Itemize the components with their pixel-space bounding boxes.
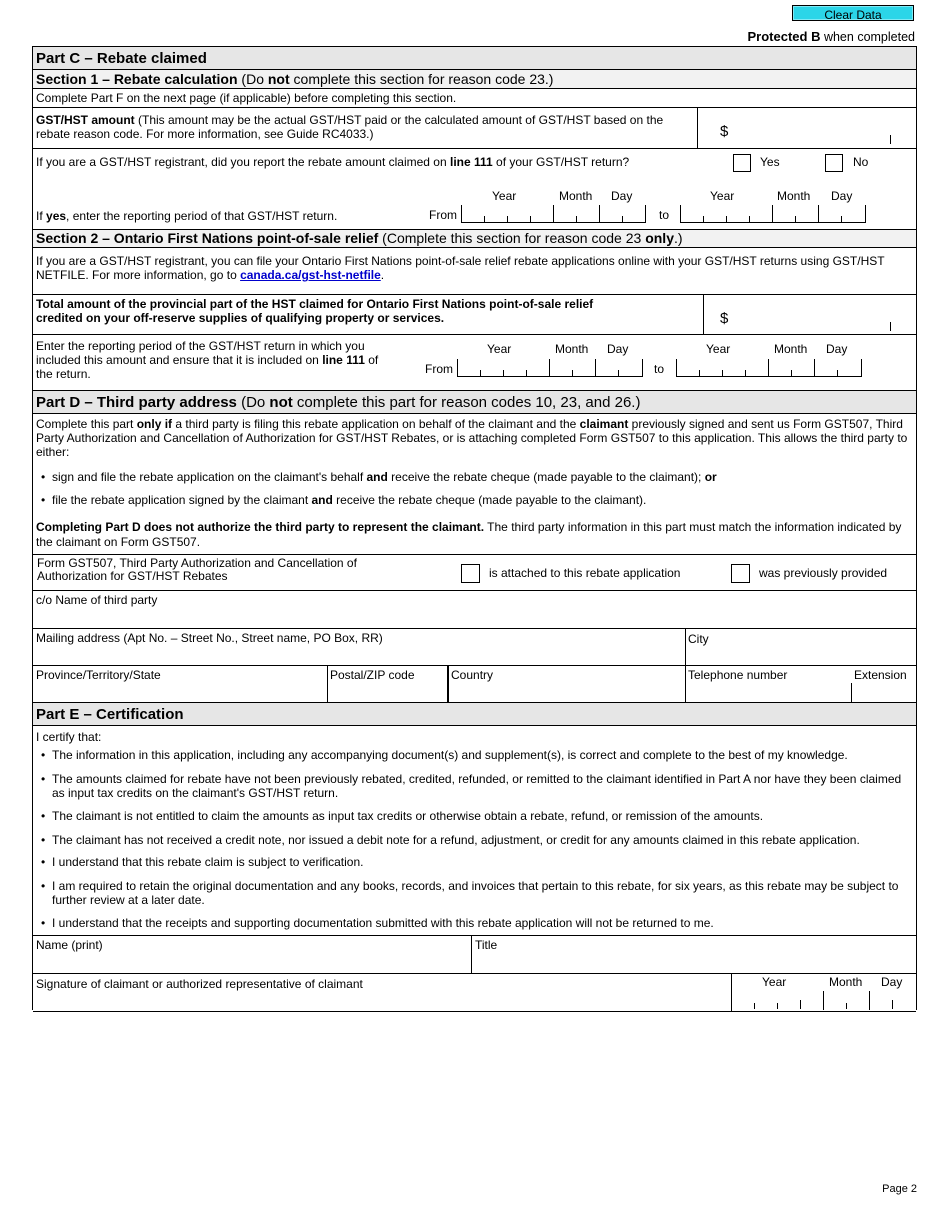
attached-label: is attached to this rebate application [489, 566, 681, 580]
certification-item: • I understand that this rebate claim is subject to verification. [41, 855, 912, 869]
page-number: Page 2 [882, 1183, 917, 1195]
telephone-label: Telephone number [688, 668, 788, 682]
name-print-input[interactable] [35, 952, 469, 972]
postal-code-label: Postal/ZIP code [330, 668, 415, 682]
netfile-info: If you are a GST/HST registrant, you can file your Ontario First Nations point-of-sale relief rebate applications online with your GST/HST returns using GST/HST NETFILE. For more information, go to canada.ca/gst-hst-netfile. [36, 254, 885, 282]
year-label: Year [492, 189, 517, 203]
day-label: Day [831, 189, 853, 203]
registrant-question: If you are a GST/HST registrant, did you report the rebate amount claimed on line 111 of your GST/HST return? [36, 155, 630, 169]
day-label: Day [607, 342, 629, 356]
form-gst507-label: Form GST507, Third Party Authorization and Cancellation of Authorization for GST/HST Rebates [37, 556, 357, 583]
postal-code-input[interactable] [330, 682, 446, 702]
if-yes-label: If yes, enter the reporting period of that GST/HST return. [36, 209, 338, 223]
yes-label: Yes [760, 155, 780, 169]
province-label: Province/Territory/State [36, 668, 161, 682]
part-e-title: Part E – Certification [36, 706, 184, 723]
co-name-label: c/o Name of third party [36, 593, 158, 607]
netfile-link[interactable]: canada.ca/gst-hst-netfile [240, 268, 381, 282]
year-label: Year [487, 342, 512, 356]
mailing-address-label: Mailing address (Apt No. – Street No., Street name, PO Box, RR) [36, 631, 383, 645]
country-label: Country [451, 668, 494, 682]
part-d-note: Completing Part D does not authorize the third party to represent the claimant. The third party information in this part must match the information indicated by the claimant on Form GST507. [36, 520, 902, 549]
to-label: to [654, 362, 665, 376]
certification-item: • I am required to retain the original documentation and any books, records, and invoices that pertain to this rebate, for six years, as this rebate may be subject to further review at a later date. [41, 879, 912, 907]
section2-period-from-input[interactable] [457, 359, 643, 377]
signature-label: Signature of claimant or authorized representative of claimant [36, 977, 363, 991]
yes-checkbox[interactable] [733, 154, 751, 172]
signature-date-input[interactable] [731, 991, 917, 1011]
previously-provided-label: was previously provided [759, 566, 888, 580]
city-label: City [688, 632, 709, 646]
province-input[interactable] [35, 682, 325, 702]
from-label: From [425, 362, 453, 376]
total-provincial-hst-label: Total amount of the provincial part of the HST claimed for Ontario First Nations point-of-sale relief credited on your off-reserve supplies of qualifying property or services. [36, 297, 594, 325]
dollar-sign: $ [720, 310, 729, 327]
enter-period-label: Enter the reporting period of the GST/HST return in which you included this amount and ensure that it is included on line 111 of the return. [36, 339, 379, 381]
telephone-input[interactable] [688, 682, 848, 702]
month-label: Month [777, 189, 811, 203]
month-label: Month [829, 975, 863, 989]
day-label: Day [881, 975, 903, 989]
month-label: Month [559, 189, 593, 203]
part-d-intro: Complete this part only if a third party is filing this rebate application on behalf of the claimant and the claimant previously signed and sent us Form GST507, Third Party Authorization and Cancellation of Authorization for GST/HST Rebates, or is attaching completed Form GST507 to this application. This allows the third party to either: [36, 417, 908, 459]
name-print-label: Name (print) [36, 938, 103, 952]
gst-amount-input[interactable] [733, 109, 893, 145]
attached-checkbox[interactable] [461, 564, 480, 583]
period-from-date-input[interactable] [461, 205, 646, 223]
country-input[interactable] [451, 682, 681, 702]
dollar-sign: $ [720, 123, 729, 140]
part-d-title: Part D – Third party address (Do not complete this part for reason codes 10, 23, and 26.) [36, 394, 641, 411]
gst-amount-label: GST/HST amount (This amount may be the actual GST/HST paid or the calculated amount of GST/HST based on the rebate reason code. For more information, see Guide RC4033.) [36, 113, 664, 141]
complete-part-f-note: Complete Part F on the next page (if applicable) before completing this section. [36, 91, 457, 105]
day-label: Day [611, 189, 633, 203]
previously-provided-checkbox[interactable] [731, 564, 750, 583]
section-2-title: Section 2 – Ontario First Nations point-of-sale relief (Complete this section for reason code 23 only.) [36, 230, 683, 246]
year-label: Year [762, 975, 787, 989]
clear-data-button[interactable]: Clear Data [792, 5, 914, 21]
year-label: Year [710, 189, 735, 203]
certification-item: • The claimant is not entitled to claim the amounts as input tax credits or otherwise obtain a rebate, refund, or remission of the amounts. [41, 809, 912, 823]
certification-item: • I understand that the receipts and supporting documentation submitted with this rebate application will not be returned to me. [41, 916, 912, 930]
day-label: Day [826, 342, 848, 356]
period-to-date-input[interactable] [680, 205, 866, 223]
year-label: Year [706, 342, 731, 356]
no-label: No [853, 155, 869, 169]
section2-period-to-input[interactable] [676, 359, 862, 377]
title-label: Title [475, 938, 498, 952]
certification-item: • The information in this application, including any accompanying document(s) and supplement(s), is correct and complete to the best of my knowledge. [41, 748, 912, 762]
co-name-input[interactable] [35, 607, 915, 627]
from-label: From [429, 208, 457, 222]
title-input[interactable] [475, 952, 915, 972]
month-label: Month [555, 342, 589, 356]
part-c-title: Part C – Rebate claimed [36, 50, 207, 67]
part-d-bullet-2: • file the rebate application signed by the claimant and receive the rebate cheque (made payable to the claimant). [41, 493, 912, 507]
total-provincial-hst-input[interactable] [733, 296, 893, 332]
month-label: Month [774, 342, 808, 356]
certification-item: • The claimant has not received a credit note, nor issued a debit note for a refund, adjustment, or credit for any amounts claimed in this rebate application. [41, 833, 912, 847]
certify-intro: I certify that: [36, 730, 102, 744]
extension-input[interactable] [853, 683, 915, 702]
mailing-address-input[interactable] [35, 645, 683, 665]
certification-item: • The amounts claimed for rebate have not been previously rebated, credited, refunded, or remitted to the claimant identified in Part A nor have they been claimed as input tax credits on the claimant's GST/HST return. [41, 772, 912, 800]
section-1-title: Section 1 – Rebate calculation (Do not complete this section for reason code 23.) [36, 71, 554, 87]
protected-b-notice: Protected B when completed [747, 29, 915, 44]
part-d-bullet-1: • sign and file the rebate application on the claimant's behalf and receive the rebate cheque (made payable to the claimant); or [41, 470, 912, 484]
signature-field[interactable] [35, 991, 727, 1009]
no-checkbox[interactable] [825, 154, 843, 172]
to-label: to [659, 208, 670, 222]
city-input[interactable] [688, 645, 914, 665]
extension-label: Extension [854, 668, 907, 682]
rebate-form [32, 46, 917, 1010]
